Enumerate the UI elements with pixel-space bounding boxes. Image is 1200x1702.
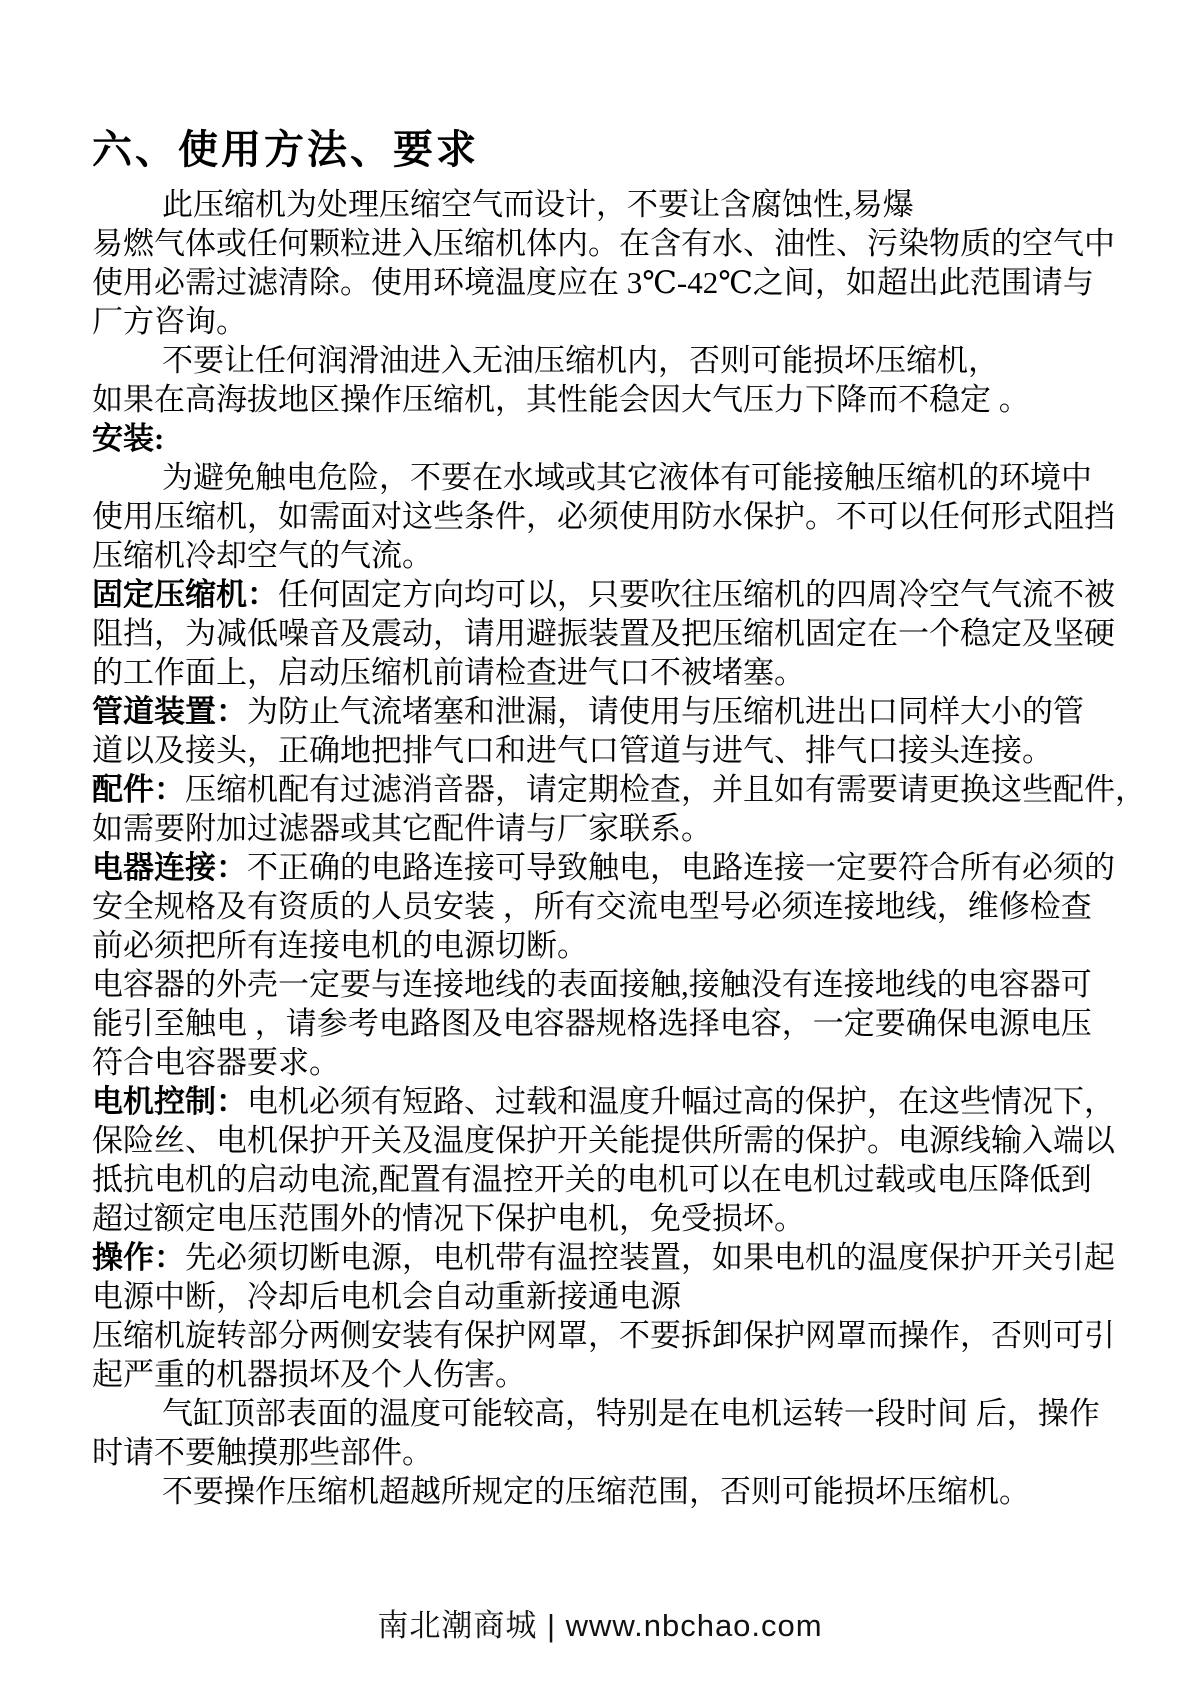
text-line [92,458,1107,497]
text-line [92,653,1107,692]
text-line [92,419,1107,458]
section-label: 固定压缩机： [92,577,278,612]
text-line [92,185,1107,224]
text-line [92,1433,1107,1472]
line-text: 此压缩机为处理压缩空气而设计，不要让含腐蚀性,易爆 [162,187,914,222]
text-line [92,1160,1107,1199]
line-text: 起严重的机器损坏及个人伤害。 [92,1357,526,1392]
text-line [92,224,1115,263]
text-line [92,731,1107,770]
text-line [92,887,1107,926]
text-line [92,614,1115,653]
line-text: 时请不要触摸那些部件。 [92,1435,433,1470]
text-line [92,809,1107,848]
line-text: 厂方咨询。 [92,304,247,339]
text-line [92,302,1107,341]
line-text: 使用压缩机，如需面对这些条件，必须使用防水保护。不可以任何形式阻挡 [92,499,1115,534]
line-text: 不正确的电路连接可导致触电，电路连接一定要符合所有必须的 [247,850,1115,885]
page-footer [0,1606,1200,1646]
text-line [92,1121,1115,1160]
text-line [92,1472,1107,1511]
text-line [92,341,1107,380]
line-text: 为避免触电危险，不要在水域或其它液体有可能接触压缩机的环境中 [162,460,1092,495]
line-text: 阻挡，为减低噪音及震动，请用避振装置及把压缩机固定在一个稳定及坚硬 [92,616,1115,651]
document-body [92,185,1146,1511]
text-line [92,692,1107,731]
section-label: 管道装置： [92,694,247,729]
section-label: 安装: [92,421,165,456]
line-text: 电机必须有短路、过载和温度升幅过高的保护，在这些情况下， [247,1084,1115,1119]
line-text: 压缩机旋转部分两侧安装有保护网罩，不要拆卸保护网罩而操作，否则可引 [92,1318,1115,1353]
line-text: 道以及接头，正确地把排气口和进气口管道与进气、排气口接头连接。 [92,733,1053,768]
line-text: 易燃气体或任何颗粒进入压缩机体内。在含有水、油性、污染物质的空气中 [92,226,1115,261]
text-line [92,770,1146,809]
section-label: 操作： [92,1240,185,1275]
text-line [92,380,1107,419]
line-text: 电容器的外壳一定要与连接地线的表面接触,接触没有连接地线的电容器可 [92,967,1092,1002]
line-text: 气缸顶部表面的温度可能较高，特别是在电机运转一段时间 后，操作 [162,1396,1100,1431]
text-line [92,497,1115,536]
text-line [92,575,1115,614]
section-label: 配件： [92,772,185,807]
text-line [92,1238,1115,1277]
page-title: 六、使用方法、要求 [92,127,479,172]
line-text: 符合电容器要求。 [92,1045,340,1080]
text-line [92,848,1115,887]
line-text: 先必须切断电源，电机带有温控装置，如果电机的温度保护开关引起 [185,1240,1115,1275]
footer-text: 南北潮商城 | www.nbchao.com [377,1608,823,1643]
line-text: 保险丝、电机保护开关及温度保护开关能提供所需的保护。电源线输入端以 [92,1123,1115,1158]
line-text: 不要操作压缩机超越所规定的压缩范围，否则可能损坏压缩机。 [162,1474,1030,1509]
line-text: 前必须把所有连接电机的电源切断。 [92,928,588,963]
line-text: 为防止气流堵塞和泄漏，请使用与压缩机进出口同样大小的管 [247,694,1084,729]
text-line [92,1082,1115,1121]
section-label: 电机控制： [92,1084,247,1119]
line-text: 安全规格及有资质的人员安装 ，所有交流电型号必须连接地线，维修检查 [92,889,1092,924]
text-line [92,263,1107,302]
line-text: 压缩机配有过滤消音器，请定期检查，并且如有需要请更换这些配件， [185,772,1146,807]
text-line [92,1355,1107,1394]
text-line [92,1277,1107,1316]
line-text: 抵抗电机的启动电流,配置有温控开关的电机可以在电机过载或电压降低到 [92,1162,1092,1197]
line-text: 超过额定电压范围外的情况下保护电机，免受损坏。 [92,1201,805,1236]
text-line [92,926,1107,965]
text-line [92,1316,1115,1355]
text-line [92,536,1107,575]
text-line [92,1004,1107,1043]
line-text: 能引至触电 ，请参考电路图及电容器规格选择电容，一定要确保电源电压 [92,1006,1092,1041]
line-text: 电源中断，冷却后电机会自动重新接通电源 [92,1279,681,1314]
text-line [92,1199,1107,1238]
text-line [92,965,1107,1004]
line-text: 使用必需过滤清除。使用环境温度应在 3℃-42℃之间，如超出此范围请与 [92,265,1094,300]
line-text: 任何固定方向均可以，只要吹往压缩机的四周冷空气气流不被 [278,577,1115,612]
text-line [92,1043,1107,1082]
line-text: 如果在高海拔地区操作压缩机，其性能会因大气压力下降而不稳定 。 [92,382,1030,417]
line-text: 不要让任何润滑油进入无油压缩机内，否则可能损坏压缩机， [162,343,999,378]
line-text: 的工作面上，启动压缩机前请检查进气口不被堵塞。 [92,655,805,690]
line-text: 如需要附加过滤器或其它配件请与厂家联系。 [92,811,712,846]
section-label: 电器连接： [92,850,247,885]
text-line [92,1394,1107,1433]
line-text: 压缩机冷却空气的气流。 [92,538,433,573]
